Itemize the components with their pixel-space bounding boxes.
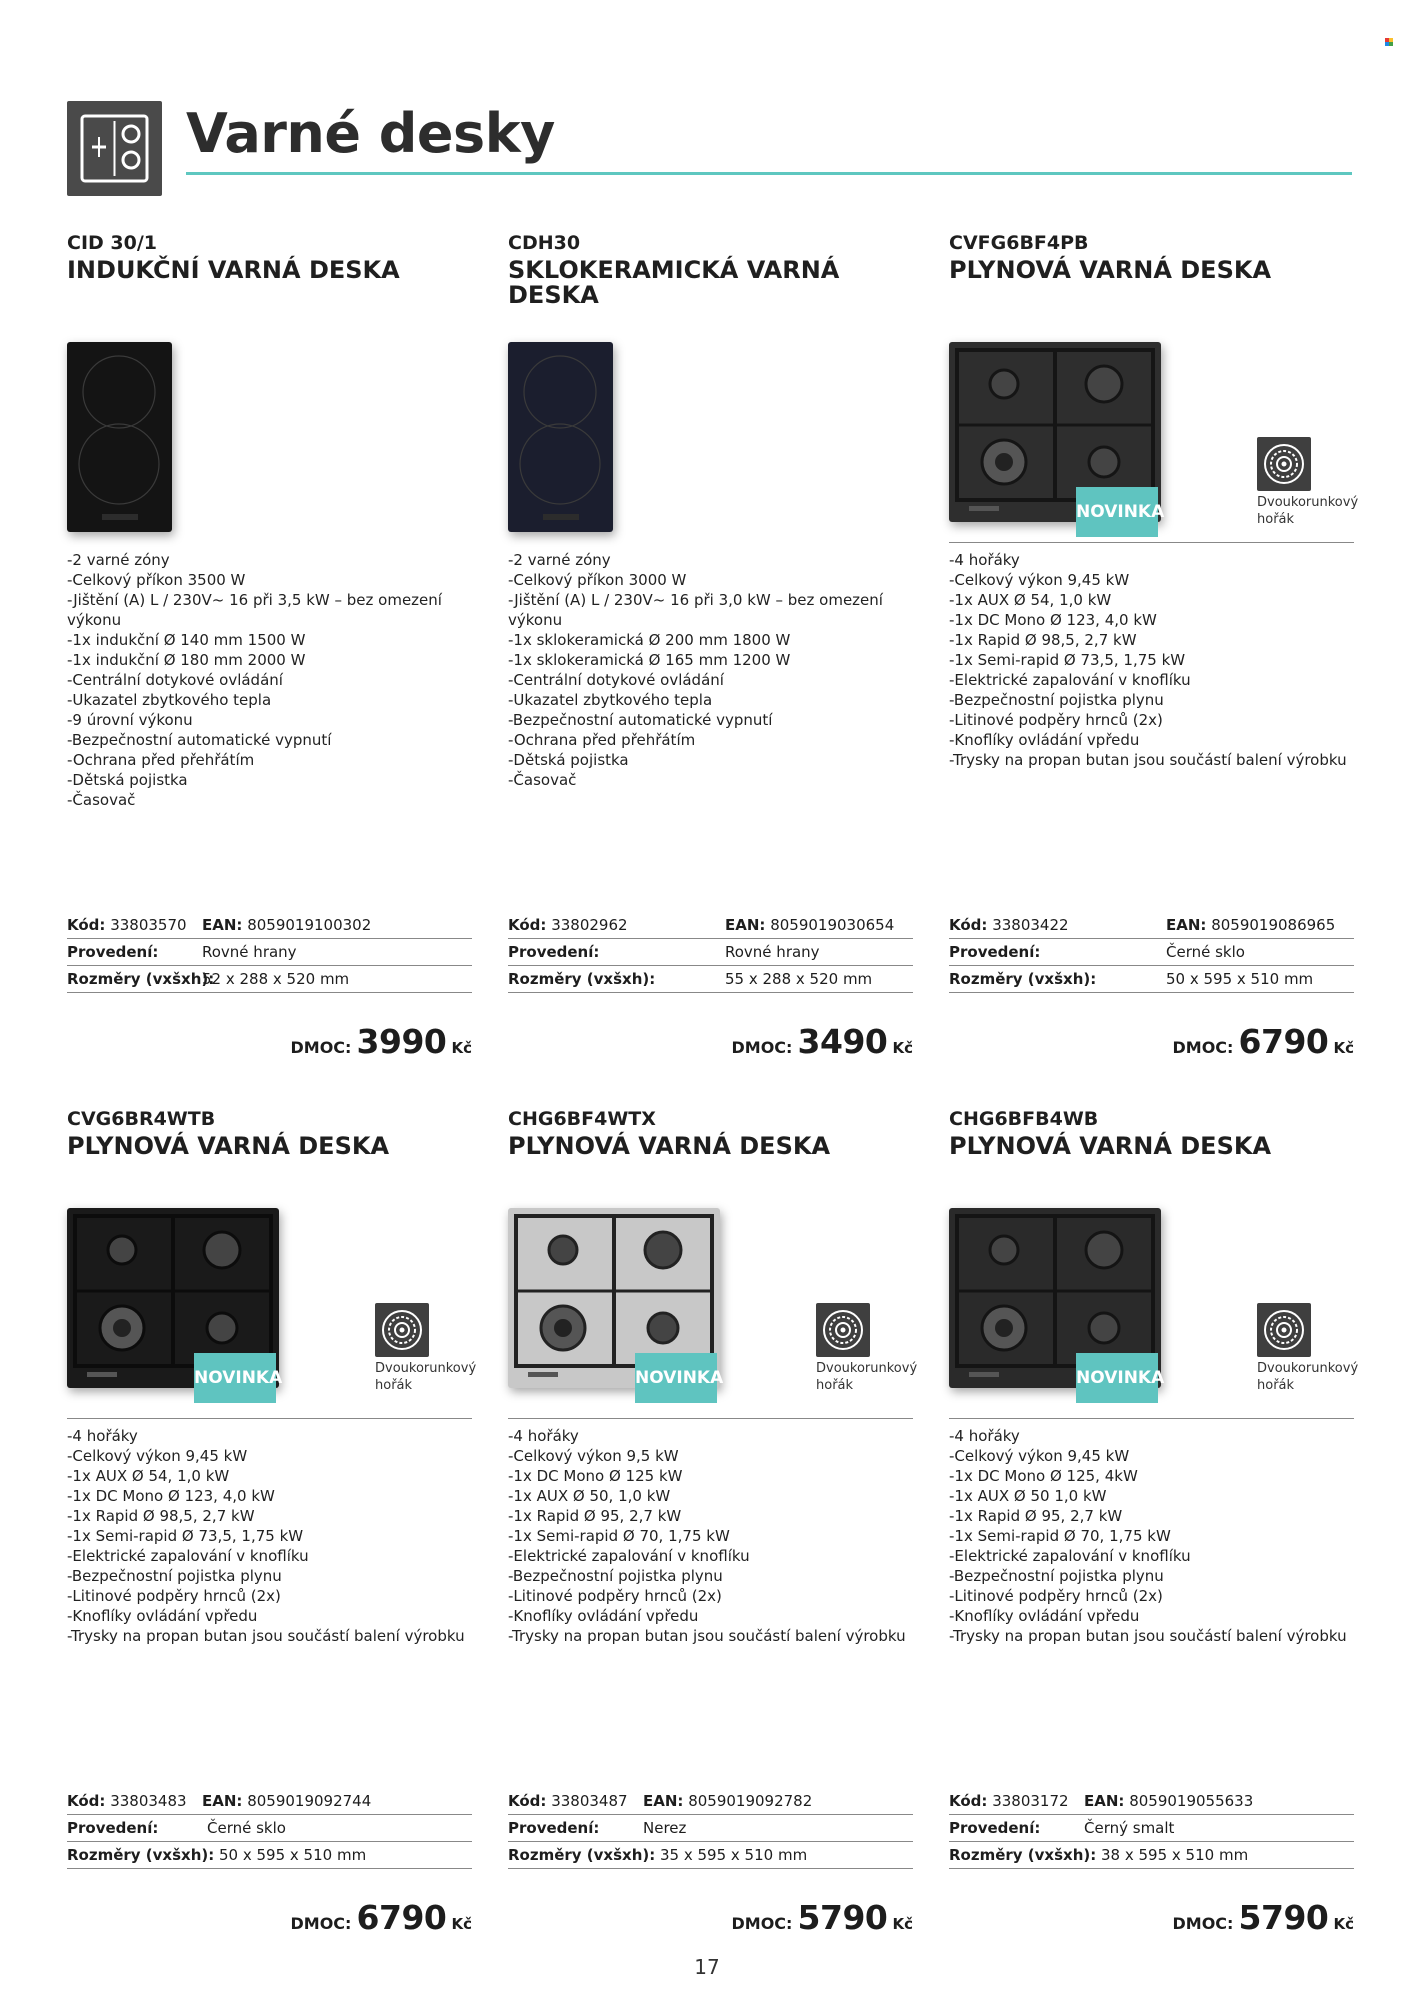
feature-item: - Dětská pojistka [67,770,472,790]
rozmery-label: Rozměry (vxšxh): [508,1846,656,1864]
provedeni-value: Černé sklo [1166,943,1245,961]
section-divider [67,1418,472,1419]
feature-item: - 1x Semi-rapid Ø 73,5, 1,75 kW [67,1526,472,1546]
feature-item: - Trysky na propan butan jsou součástí balení výrobku [508,1626,913,1646]
feature-list [508,1426,913,1646]
rozmery-label: Rozměry (vxšxh): [508,970,656,988]
double-crown-burner-icon [1257,437,1311,491]
feature-item: - 4 hořáky [949,1426,1354,1446]
product-image [67,342,172,532]
spec-table [949,912,1354,993]
product-code: CID 30/1 [67,232,157,254]
feature-list [949,1426,1354,1646]
price-value: 6790 [1238,1022,1329,1061]
price-currency: Kč [1333,1039,1354,1057]
provedeni-label: Provedení: [508,943,600,961]
feature-item: - Trysky na propan butan jsou součástí balení výrobku [949,1626,1354,1646]
burner-label: Dvoukorunkový hořák [816,1361,918,1393]
product-name: PLYNOVÁ VARNÁ DESKA [949,256,1272,284]
feature-item: - 1x DC Mono Ø 125 kW [508,1466,913,1486]
kod-label: Kód: [67,1792,106,1810]
feature-item: - 1x Semi-rapid Ø 70, 1,75 kW [949,1526,1354,1546]
novinka-badge: NOVINKA [1076,1353,1158,1403]
feature-item: - 1x Rapid Ø 98,5, 2,7 kW [67,1506,472,1526]
kod-label: Kód: [508,916,547,934]
feature-item: - Litinové podpěry hrnců (2x) [949,710,1354,730]
provedeni-value: Černé sklo [207,1819,286,1837]
product-card [949,1108,1359,1938]
price-value: 3490 [797,1022,888,1061]
ean-label: EAN: [202,1792,243,1810]
provedeni-label: Provedení: [67,943,159,961]
feature-item: - Trysky na propan butan jsou součástí balení výrobku [67,1626,472,1646]
feature-item: - Celkový výkon 9,45 kW [67,1446,472,1466]
feature-item: - 1x sklokeramická Ø 165 mm 1200 W [508,650,913,670]
price-currency: Kč [451,1915,472,1933]
rozmery-value: 50 x 595 x 510 mm [1166,970,1314,988]
feature-item: - Bezpečnostní pojistka plynu [949,1566,1354,1586]
ean-value: 8059019092744 [247,1792,372,1810]
spec-row-rozmery [508,966,913,993]
kod-value: 33803483 [110,1792,187,1810]
spec-row-kod [949,1788,1354,1815]
price-label: DMOC: [731,1038,793,1057]
burner-label: Dvoukorunkový hořák [1257,495,1359,527]
feature-list [67,1426,472,1646]
spec-row-kod [508,1788,913,1815]
product-name: SKLOKERAMICKÁ VARNÁ DESKA [508,256,840,309]
burner-label: Dvoukorunkový hořák [375,1361,477,1393]
rozmery-label: Rozměry (vxšxh): [949,1846,1097,1864]
spec-row-provedeni [949,1815,1354,1842]
feature-item: - Elektrické zapalování v knoflíku [67,1546,472,1566]
feature-item: - 1x Rapid Ø 95, 2,7 kW [508,1506,913,1526]
product-card [67,232,472,1062]
kod-value: 33803570 [110,916,187,934]
product-image [508,342,613,532]
price-label: DMOC: [1172,1914,1234,1933]
feature-item: - Celkový výkon 9,45 kW [949,1446,1354,1466]
rozmery-value: 52 x 288 x 520 mm [202,970,350,988]
feature-item: - Centrální dotykové ovládání [67,670,472,690]
section-divider [949,542,1354,543]
feature-item: - Ukazatel zbytkového tepla [67,690,472,710]
feature-item: - Elektrické zapalování v knoflíku [508,1546,913,1566]
spec-row-rozmery [67,1842,472,1869]
feature-item: - Ochrana před přehřátím [508,730,913,750]
double-crown-burner-icon [816,1303,870,1357]
product-name: PLYNOVÁ VARNÁ DESKA [949,1132,1272,1160]
feature-item: - Ukazatel zbytkového tepla [508,690,913,710]
feature-item: - 1x DC Mono Ø 123, 4,0 kW [67,1486,472,1506]
provedeni-label: Provedení: [949,943,1041,961]
ean-label: EAN: [643,1792,684,1810]
spec-table [67,1788,472,1869]
spec-row-kod [508,912,913,939]
price [290,1022,472,1062]
title-divider [186,172,1352,175]
spec-row-kod [67,912,472,939]
feature-item: - Dětská pojistka [508,750,913,770]
rozmery-value: 55 x 288 x 520 mm [725,970,873,988]
kod-label: Kód: [949,916,988,934]
spec-table [508,1788,913,1869]
price-label: DMOC: [1172,1038,1234,1057]
double-crown-burner-icon [1257,1303,1311,1357]
feature-item: - 1x sklokeramická Ø 200 mm 1800 W [508,630,913,650]
feature-item: - Ochrana před přehřátím [67,750,472,770]
spec-row-provedeni [508,939,913,966]
page-number: 17 [694,1955,720,1979]
price-currency: Kč [892,1915,913,1933]
rozmery-label: Rozměry (vxšxh): [67,1846,215,1864]
feature-item: - Trysky na propan butan jsou součástí balení výrobku [949,750,1354,770]
price-currency: Kč [892,1039,913,1057]
rozmery-value: 50 x 595 x 510 mm [219,1846,367,1864]
ean-label: EAN: [1166,916,1207,934]
feature-item: - Celkový příkon 3500 W [67,570,472,590]
price-currency: Kč [1333,1915,1354,1933]
feature-item: - 1x DC Mono Ø 125, 4kW [949,1466,1354,1486]
brand-logo-mark [1385,38,1393,46]
feature-item: - Bezpečnostní automatické vypnutí [67,730,472,750]
price [731,1022,913,1062]
provedeni-value: Rovné hrany [725,943,820,961]
spec-table [67,912,472,993]
spec-row-rozmery [949,966,1354,993]
ean-value: 8059019092782 [688,1792,813,1810]
provedeni-value: Nerez [643,1819,687,1837]
price [290,1898,472,1938]
feature-item: - Elektrické zapalování v knoflíku [949,670,1354,690]
ean-label: EAN: [202,916,243,934]
price-label: DMOC: [290,1914,352,1933]
ean-value: 8059019100302 [247,916,372,934]
product-card [508,1108,918,1938]
feature-item: - Knoflíky ovládání vpředu [949,730,1354,750]
rozmery-value: 38 x 595 x 510 mm [1101,1846,1249,1864]
feature-item: - Centrální dotykové ovládání [508,670,913,690]
feature-item: - 1x Semi-rapid Ø 70, 1,75 kW [508,1526,913,1546]
kod-label: Kód: [949,1792,988,1810]
burner-label: Dvoukorunkový hořák [1257,1361,1359,1393]
novinka-badge: NOVINKA [194,1353,276,1403]
feature-item: - Bezpečnostní pojistka plynu [508,1566,913,1586]
kod-value: 33803422 [992,916,1069,934]
feature-list [949,550,1354,770]
feature-list [67,550,472,810]
provedeni-value: Rovné hrany [202,943,297,961]
product-card [508,232,913,1062]
spec-row-rozmery [949,1842,1354,1869]
feature-item: - 4 hořáky [949,550,1354,570]
product-code: CHG6BFB4WB [949,1108,1099,1130]
price-value: 5790 [1238,1898,1329,1937]
provedeni-value: Černý smalt [1084,1819,1175,1837]
price-value: 6790 [356,1898,447,1937]
section-divider [508,1418,913,1419]
feature-item: - 1x AUX Ø 50, 1,0 kW [508,1486,913,1506]
ean-value: 8059019055633 [1129,1792,1254,1810]
feature-item: - 1x AUX Ø 50 1,0 kW [949,1486,1354,1506]
kod-value: 33803487 [551,1792,628,1810]
ean-value: 8059019086965 [1211,916,1336,934]
feature-item: - 1x Rapid Ø 98,5, 2,7 kW [949,630,1354,650]
feature-item: - 1x Semi-rapid Ø 73,5, 1,75 kW [949,650,1354,670]
kod-value: 33802962 [551,916,628,934]
feature-item: - Časovač [508,770,913,790]
feature-item: - Bezpečnostní pojistka plynu [949,690,1354,710]
product-code: CHG6BF4WTX [508,1108,656,1130]
rozmery-value: 35 x 595 x 510 mm [660,1846,808,1864]
feature-item: - Jištění (A) L / 230V~ 16 při 3,0 kW – bez omezení výkonu [508,590,913,630]
product-code: CVG6BR4WTB [67,1108,216,1130]
feature-item: - 4 hořáky [67,1426,472,1446]
feature-item: - Celkový výkon 9,5 kW [508,1446,913,1466]
price [731,1898,913,1938]
spec-table [508,912,913,993]
ean-value: 8059019030654 [770,916,895,934]
feature-item: - Knoflíky ovládání vpředu [949,1606,1354,1626]
provedeni-label: Provedení: [67,1819,159,1837]
section-divider [949,1418,1354,1419]
kod-label: Kód: [508,1792,547,1810]
feature-list [508,550,913,790]
feature-item: - 2 varné zóny [508,550,913,570]
feature-item: - 2 varné zóny [67,550,472,570]
product-code: CDH30 [508,232,581,254]
feature-item: - Celkový výkon 9,45 kW [949,570,1354,590]
provedeni-label: Provedení: [508,1819,600,1837]
feature-item: - Litinové podpěry hrnců (2x) [508,1586,913,1606]
feature-item: - Litinové podpěry hrnců (2x) [67,1586,472,1606]
spec-row-provedeni [67,1815,472,1842]
rozmery-label: Rozměry (vxšxh): [67,970,215,988]
spec-row-provedeni [67,939,472,966]
feature-item: - Litinové podpěry hrnců (2x) [949,1586,1354,1606]
product-name: PLYNOVÁ VARNÁ DESKA [67,1132,390,1160]
feature-item: - Bezpečnostní automatické vypnutí [508,710,913,730]
product-card [949,232,1359,1062]
provedeni-label: Provedení: [949,1819,1041,1837]
price [1172,1898,1354,1938]
rozmery-label: Rozměry (vxšxh): [949,970,1097,988]
feature-item: - Elektrické zapalování v knoflíku [949,1546,1354,1566]
spec-row-provedeni [508,1815,913,1842]
price-value: 3990 [356,1022,447,1061]
feature-item: - Celkový příkon 3000 W [508,570,913,590]
feature-item: - Jištění (A) L / 230V~ 16 při 3,5 kW – bez omezení výkonu [67,590,472,630]
page-title: Varné desky [186,102,555,165]
feature-item: - 1x indukční Ø 140 mm 1500 W [67,630,472,650]
price-currency: Kč [451,1039,472,1057]
ean-label: EAN: [725,916,766,934]
product-code: CVFG6BF4PB [949,232,1089,254]
feature-item: - Knoflíky ovládání vpředu [67,1606,472,1626]
feature-item: - 4 hořáky [508,1426,913,1446]
feature-item: - Bezpečnostní pojistka plynu [67,1566,472,1586]
feature-item: - 1x DC Mono Ø 123, 4,0 kW [949,610,1354,630]
spec-row-rozmery [508,1842,913,1869]
price-value: 5790 [797,1898,888,1937]
feature-item: - 1x indukční Ø 180 mm 2000 W [67,650,472,670]
price-label: DMOC: [290,1038,352,1057]
hob-icon [67,101,162,196]
spec-row-rozmery [67,966,472,993]
feature-item: - 9 úrovní výkonu [67,710,472,730]
feature-item: - 1x Rapid Ø 95, 2,7 kW [949,1506,1354,1526]
feature-item: - 1x AUX Ø 54, 1,0 kW [949,590,1354,610]
spec-row-kod [949,912,1354,939]
product-name: PLYNOVÁ VARNÁ DESKA [508,1132,831,1160]
spec-row-provedeni [949,939,1354,966]
novinka-badge: NOVINKA [1076,487,1158,537]
spec-table [949,1788,1354,1869]
feature-item: - 1x AUX Ø 54, 1,0 kW [67,1466,472,1486]
price-label: DMOC: [731,1914,793,1933]
feature-item: - Knoflíky ovládání vpředu [508,1606,913,1626]
kod-value: 33803172 [992,1792,1069,1810]
feature-item: - Časovač [67,790,472,810]
spec-row-kod [67,1788,472,1815]
novinka-badge: NOVINKA [635,1353,717,1403]
product-name: INDUKČNÍ VARNÁ DESKA [67,256,400,284]
double-crown-burner-icon [375,1303,429,1357]
product-card [67,1108,477,1938]
price [1172,1022,1354,1062]
ean-label: EAN: [1084,1792,1125,1810]
kod-label: Kód: [67,916,106,934]
